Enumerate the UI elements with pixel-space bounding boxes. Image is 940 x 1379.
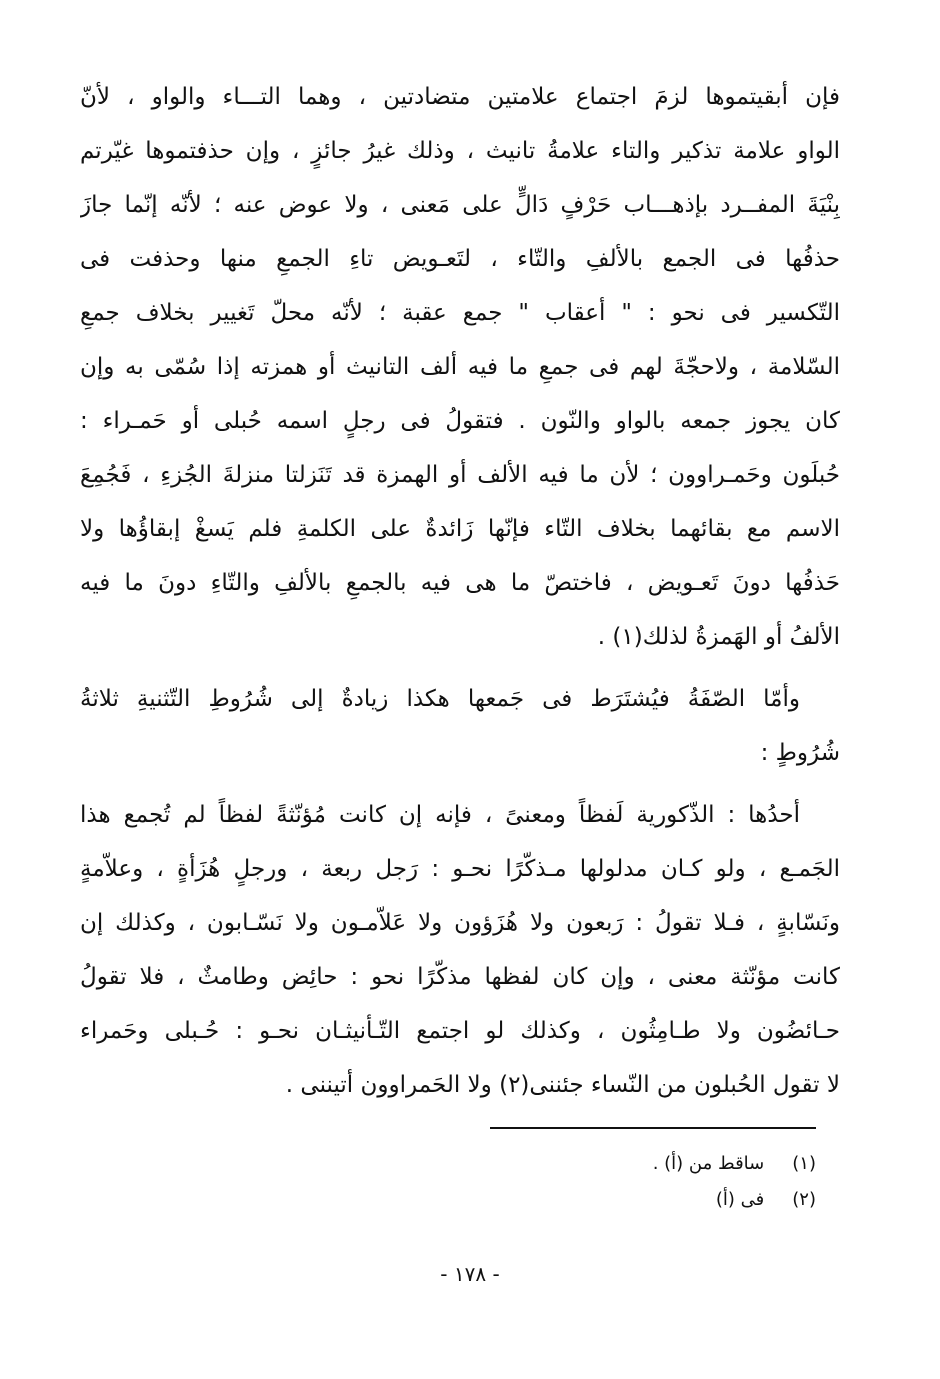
- text-line: كان يجوز جمعه بالواو والنّون . فتقولُ فى رجلٍ اسمه حُبلى أو حَمـراء :: [80, 408, 840, 434]
- text-line: الواو علامة تذكير والتاء علامةُ تانيث ، وذلك غيرُ جائزٍ ، وإن حذفتموها غيّرتم: [80, 138, 840, 164]
- main-text: [80, 70, 840, 1112]
- footnote-1: [500, 1146, 816, 1182]
- text-line: حذفُها فى الجمع بالألفِ والتّاء ، لتَعـويض تاءِ الجمعِ منها وحذفت فى: [80, 246, 840, 272]
- footnote-text: فى (أ): [715, 1189, 765, 1210]
- paragraph-2: [80, 672, 840, 780]
- footnote-number: (٢): [792, 1189, 816, 1210]
- text-line: أحدُها : الذّكورية لَفظاً ومعنىً ، فإنه إن كانت مُؤنّثةً لفظاً لم تُجمع هذا: [80, 802, 800, 828]
- footnote-number: (١): [792, 1153, 816, 1174]
- text-line: ونَسّابةٍ ، فـلا تقولُ : رَبعون ولا هُزَؤون ولا عَلاّمـون ولا نَسّـابون ، وكذلك إن: [80, 910, 840, 936]
- text-line: كانت مؤنّثة معنى ، وإن كان لفظها مذكّرًا نحو : حائِض وطامثٌ ، فلا تقولُ: [80, 964, 840, 990]
- text-line: حَذفُها دونَ تَعـويض ، فاختصّ ما هى فيه بالجمعِ بالألفِ والتّاءِ دونَ ما فيه: [80, 570, 840, 596]
- text-line: الاسم مع بقائهما بخلاف التّاء فإنّها زَائدةٌ على الكلمةِ فلم يَسغْ إبقاؤُها ولا: [80, 516, 840, 542]
- footnote-2: [500, 1182, 816, 1218]
- text-line: فإن أبقيتموها لزمَ اجتماع علامتين متضادتين ، وهما التـــاء والواو ، لأنّ: [80, 84, 840, 110]
- page-number: - ١٧٨ -: [440, 1262, 500, 1286]
- text-line: لا تقول الحُبلون من النّساء جئننى(٢) ولا الحَمراوون أتيننى .: [285, 1072, 840, 1098]
- text-line: وأمّا الصّفَةُ فيُشتَرَط فى جَمعها هكذا زيادةٌ إلى شُرُوطِ التّثنيةِ ثلاثةُ: [80, 686, 800, 712]
- text-line: الجَمـع ، ولو كـان مدلولها مـذكّرًا نحـو : رَجل ربعة ، ورجلٍ هُزَأةٍ ، وعلاّمةٍ: [80, 856, 840, 882]
- footnotes: [500, 1146, 816, 1218]
- text-line: حُبلَون وحَمـراوون ؛ لأن ما فيه الألف أو الهمزة قد تَنَزلتا منزلةَ الجُزءِ ، فَجُمِعَ: [80, 462, 840, 488]
- text-line: بِنْيَةَ المفــرد بإذهـــاب حَرْفٍ دَالٍّ على مَعنى ، ولا عوض عنه ؛ لأنّه إنّما جازَ: [80, 192, 840, 218]
- paragraph-3: [80, 788, 840, 1112]
- paragraph-1: [80, 70, 840, 664]
- text-line: التّكسير فى نحو : " أعقاب " جمع عقبة ؛ لأنّه محلّ تَغيير بخلاف جمعِ: [80, 300, 840, 326]
- footnote-separator: [490, 1127, 816, 1129]
- text-line: شُرُوطٍ :: [760, 740, 840, 766]
- text-line: حـائضُون ولا طـامِثُون ، وكذلك لو اجتمع التّـأنيثـان نحـو : حُـبلى وحَمراء: [80, 1018, 840, 1044]
- footnote-text: ساقط من (أ) .: [652, 1153, 765, 1174]
- text-line: الألفُ أو الهَمزةُ لذلك(١) .: [597, 624, 840, 650]
- text-line: السّلامة ، ولاحجّةَ لهم فى جمعِ ما فيه ألف التانيث أو همزته إذا سُمّى به وإن: [80, 354, 840, 380]
